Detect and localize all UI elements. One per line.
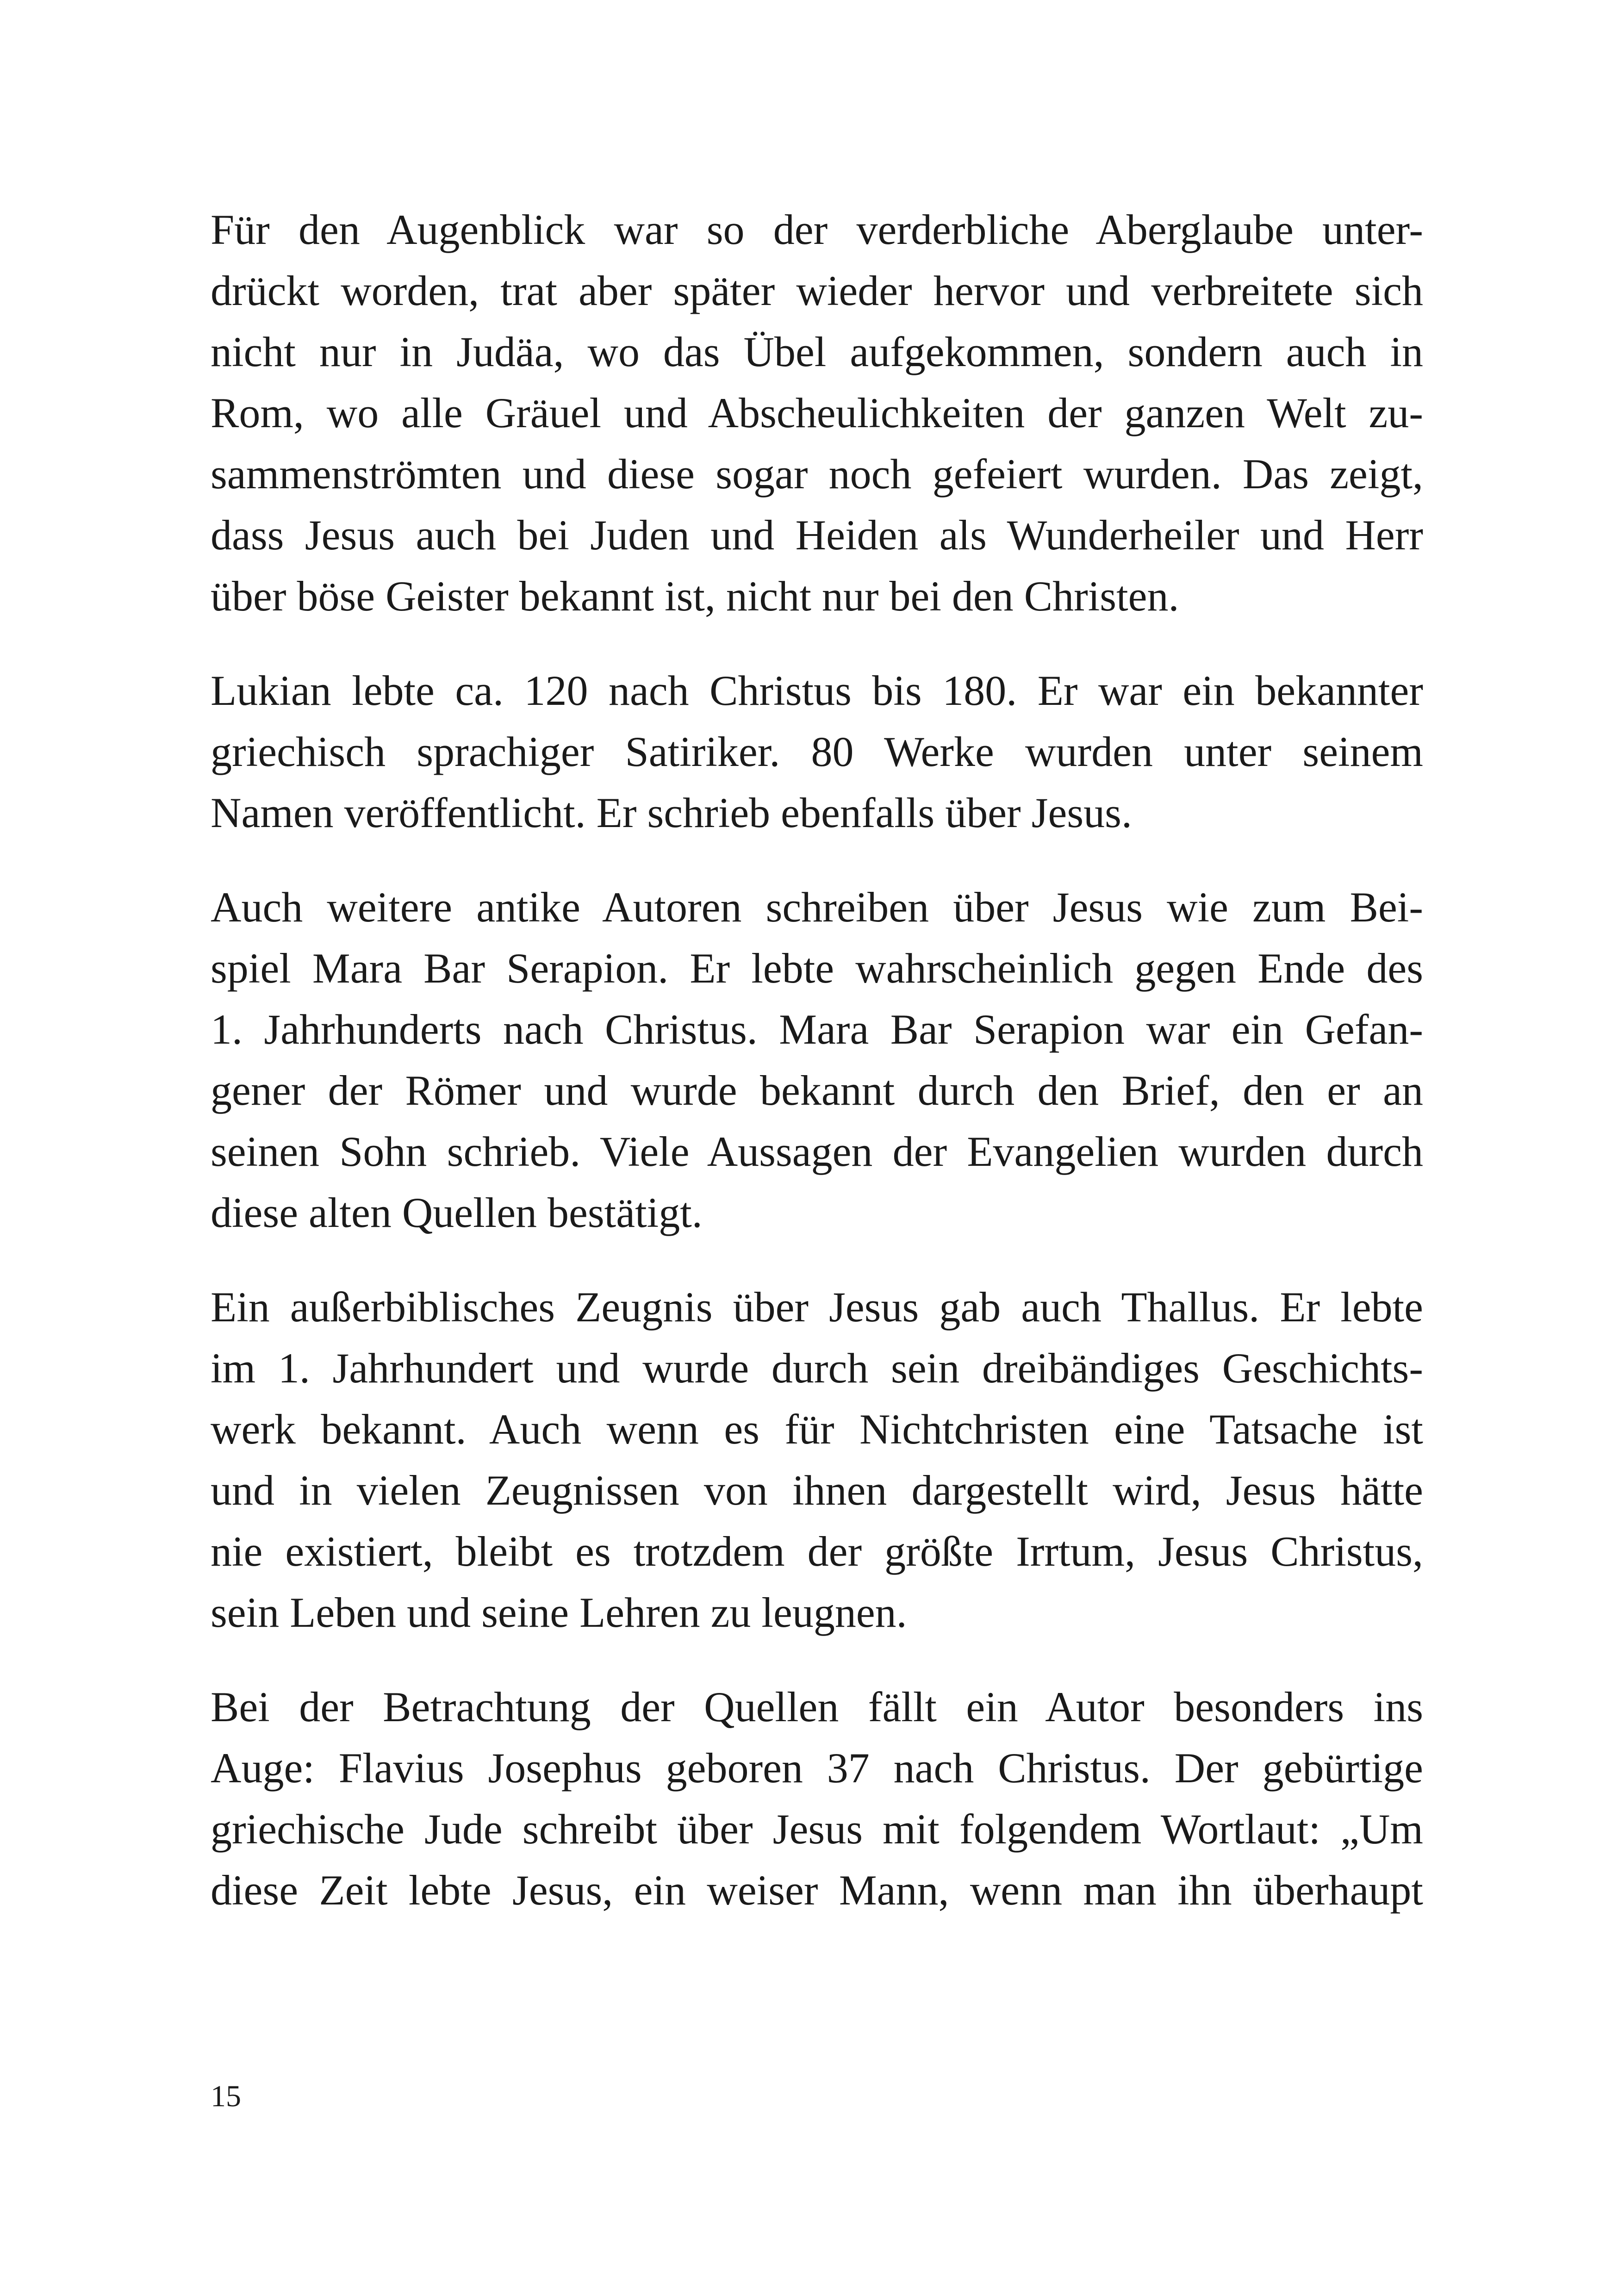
- text-line: spiel Mara Bar Serapion. Er lebte wahrscheinlich gegen Ende des: [211, 945, 1423, 992]
- text-line: drückt worden, trat aber später wieder hervor und verbreitete sich: [211, 267, 1423, 314]
- text-line: Auch weitere antike Autoren schreiben über Jesus wie zum Bei-: [211, 884, 1423, 931]
- text-line: Ein außerbiblisches Zeugnis über Jesus gab auch Thallus. Er lebte: [211, 1283, 1423, 1331]
- text-line: griechische Jude schreibt über Jesus mit folgendem Wortlaut: „Um: [211, 1805, 1423, 1853]
- text-line: nie existiert, bleibt es trotzdem der größte Irrtum, Jesus Christus,: [211, 1528, 1423, 1575]
- paragraph-5: [211, 1676, 1423, 1921]
- text-line: und in vielen Zeugnissen von ihnen dargestellt wird, Jesus hätte: [211, 1467, 1423, 1514]
- text-line: werk bekannt. Auch wenn es für Nichtchristen eine Tatsache ist: [211, 1406, 1423, 1453]
- text-line: im 1. Jahrhundert und wurde durch sein dreibändiges Geschichts-: [211, 1344, 1423, 1392]
- paragraph-3: [211, 877, 1423, 1243]
- text-line: diese alten Quellen bestätigt.: [211, 1189, 703, 1236]
- text-line: Bei der Betrachtung der Quellen fällt ein Autor besonders ins: [211, 1683, 1423, 1730]
- text-line: Lukian lebte ca. 120 nach Christus bis 180. Er war ein bekannter: [211, 667, 1423, 714]
- text-line: diese Zeit lebte Jesus, ein weiser Mann, wenn man ihn überhaupt: [211, 1867, 1423, 1914]
- page-number: 15: [211, 2079, 241, 2113]
- paragraph-1: [211, 199, 1423, 627]
- text-line: Für den Augenblick war so der verderbliche Aberglaube unter-: [211, 206, 1423, 253]
- text-line: über böse Geister bekannt ist, nicht nur bei den Christen.: [211, 572, 1179, 620]
- body-text: [211, 199, 1423, 1954]
- text-line: 1. Jahrhunderts nach Christus. Mara Bar Serapion war ein Gefan-: [211, 1006, 1423, 1053]
- text-line: sammenströmten und diese sogar noch gefeiert wurden. Das zeigt,: [211, 450, 1423, 498]
- text-line: Rom, wo alle Gräuel und Abscheulichkeiten der ganzen Welt zu-: [211, 389, 1423, 436]
- text-line: gener der Römer und wurde bekannt durch den Brief, den er an: [211, 1067, 1423, 1114]
- text-line: Auge: Flavius Josephus geboren 37 nach Christus. Der gebürtige: [211, 1744, 1423, 1792]
- text-line: dass Jesus auch bei Juden und Heiden als Wunderheiler und Herr: [211, 511, 1423, 559]
- text-line: Namen veröffentlicht. Er schrieb ebenfalls über Jesus.: [211, 789, 1132, 836]
- text-line: sein Leben und seine Lehren zu leugnen.: [211, 1589, 907, 1636]
- text-line: nicht nur in Judäa, wo das Übel aufgekommen, sondern auch in: [211, 328, 1423, 375]
- text-line: seinen Sohn schrieb. Viele Aussagen der Evangelien wurden durch: [211, 1128, 1423, 1175]
- paragraph-2: [211, 660, 1423, 843]
- text-line: griechisch sprachiger Satiriker. 80 Werke wurden unter seinem: [211, 728, 1423, 775]
- paragraph-4: [211, 1276, 1423, 1643]
